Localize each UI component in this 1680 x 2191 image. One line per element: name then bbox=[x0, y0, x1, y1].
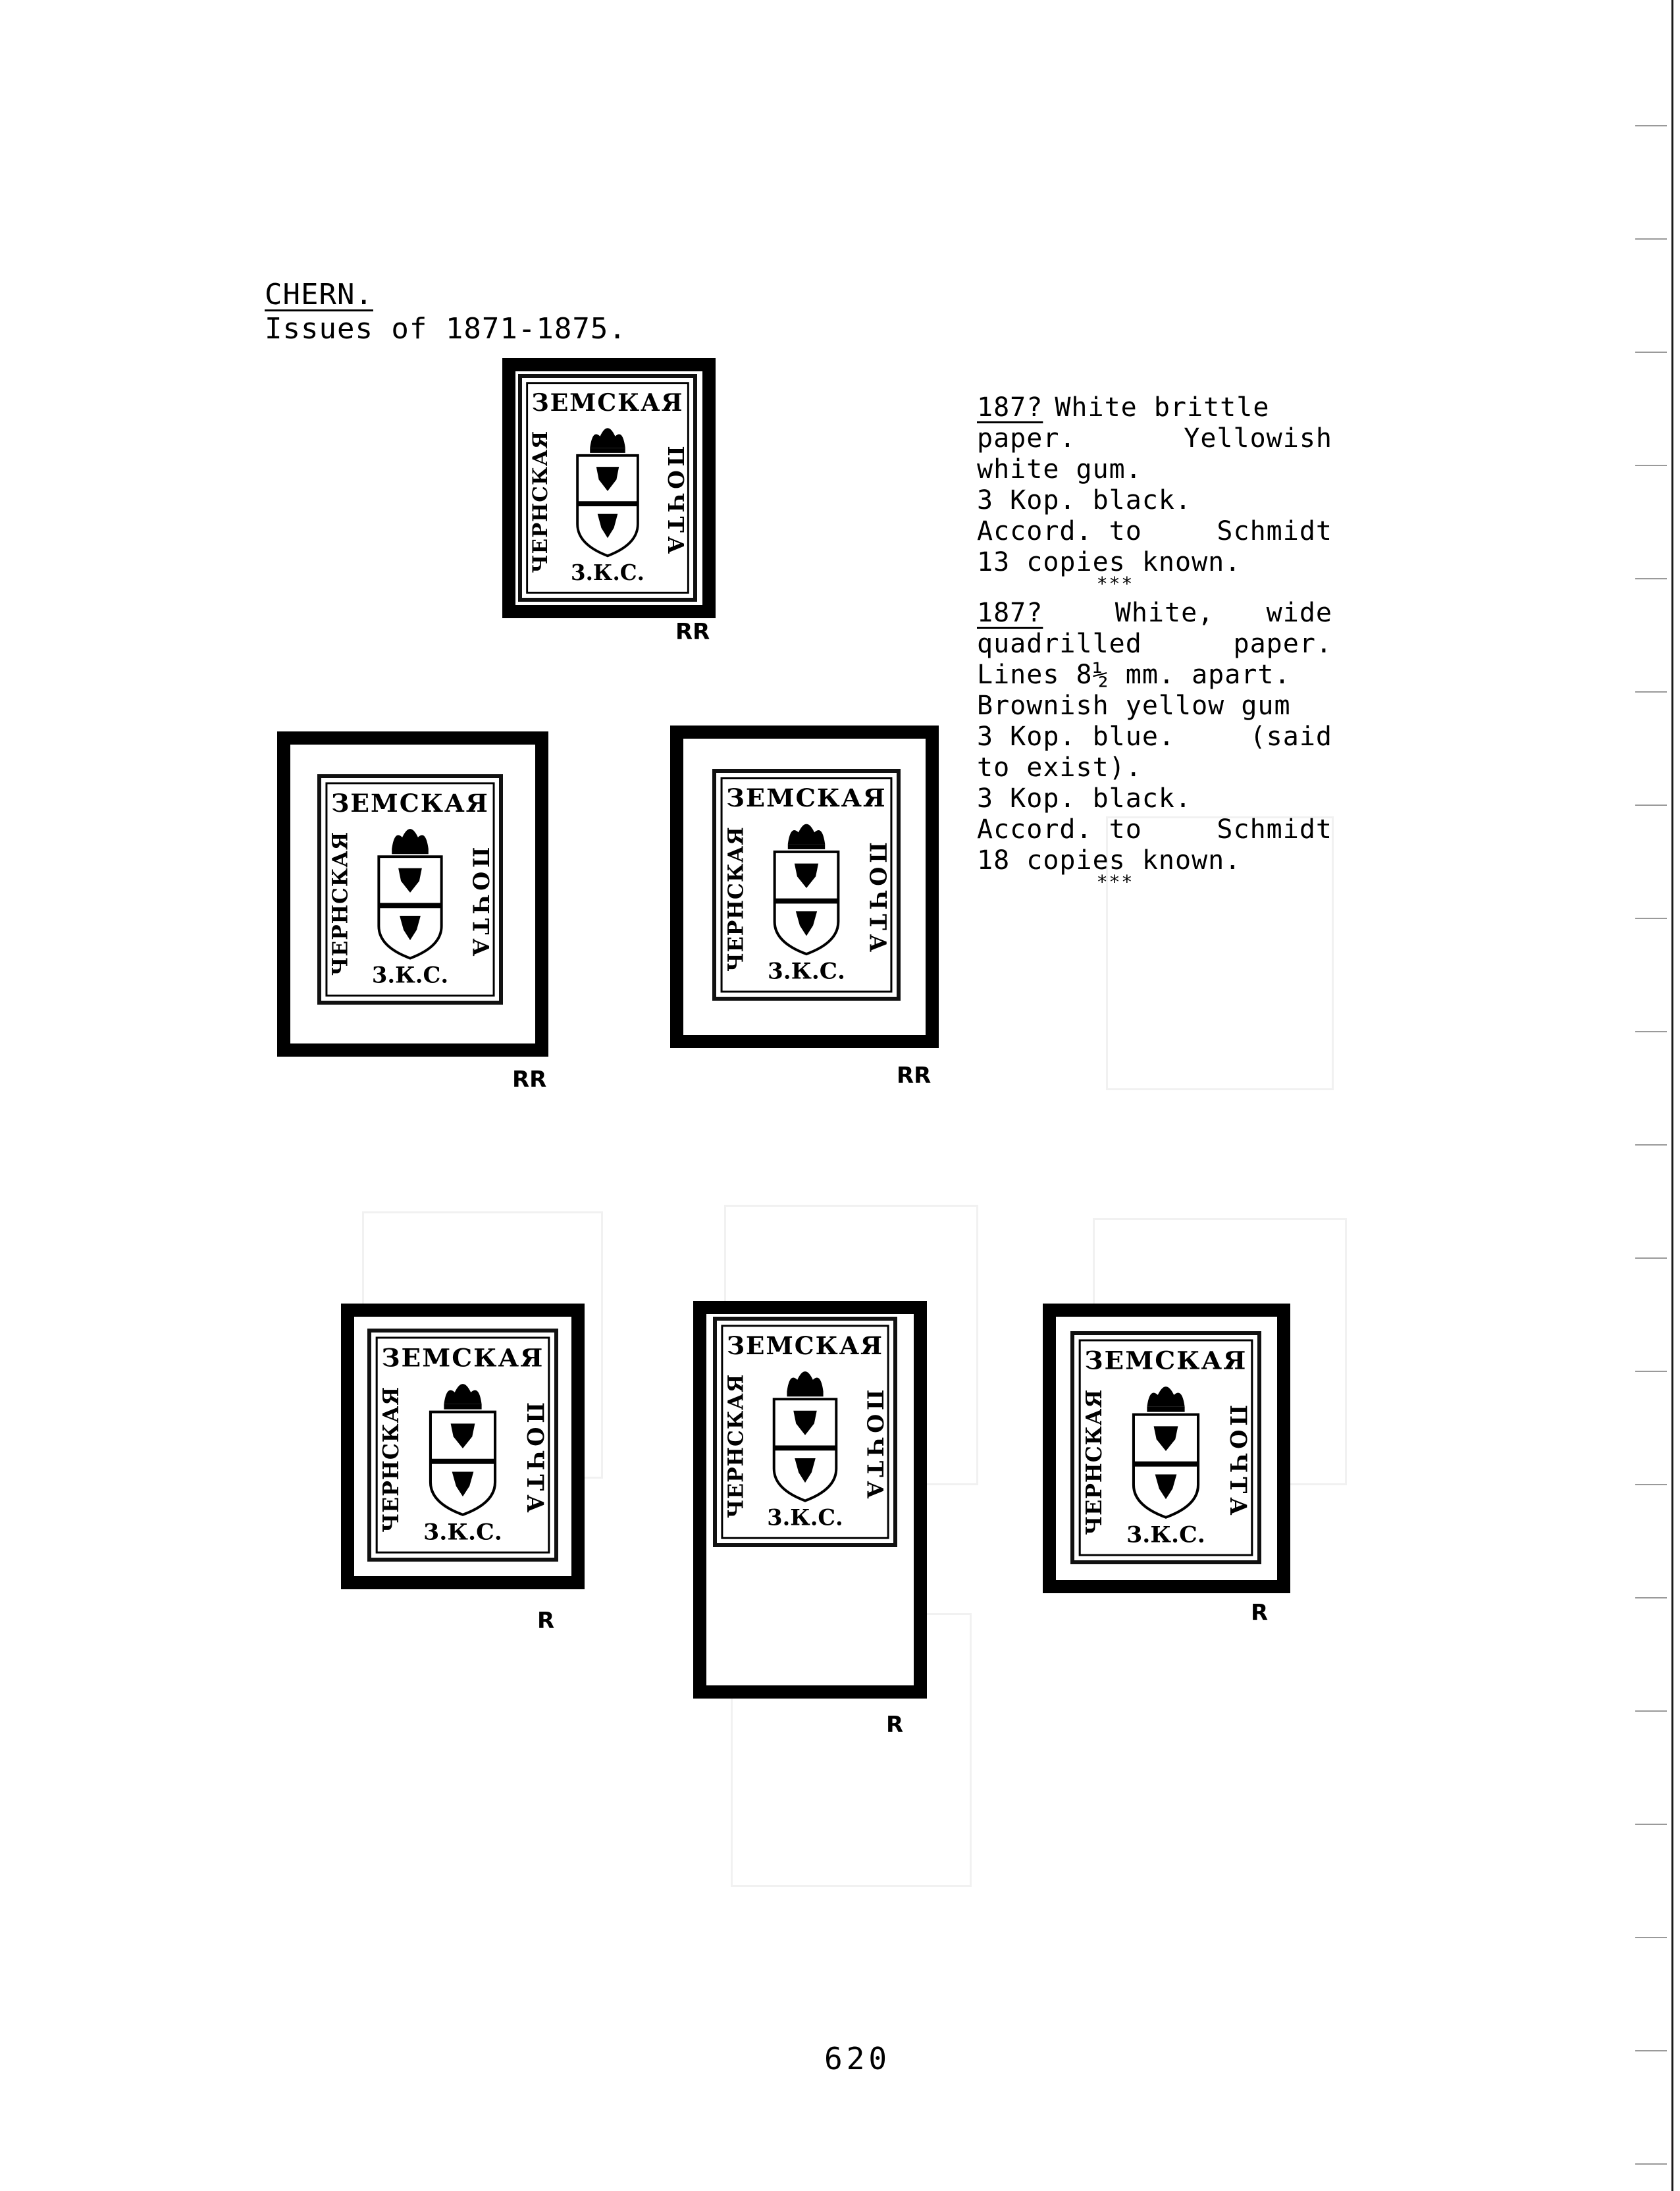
note-line bbox=[977, 752, 1332, 783]
stamp-illustration bbox=[371, 1333, 554, 1558]
crown-icon bbox=[392, 829, 429, 849]
note-text: Brownish yellow gum bbox=[977, 691, 1291, 721]
stamp-right-text: ПОЧТА bbox=[467, 847, 494, 961]
crown-base bbox=[590, 448, 625, 453]
stamp-top-text: ЗЕМСКАЯ bbox=[726, 1331, 884, 1360]
crown-icon bbox=[787, 1371, 823, 1391]
rarity-label: RR bbox=[512, 1067, 547, 1093]
stamp-value-text: 3.К.С. bbox=[371, 962, 449, 988]
margin-tick bbox=[1635, 352, 1667, 353]
shield-bar bbox=[577, 501, 638, 506]
margin-tick bbox=[1635, 1144, 1667, 1146]
crown-base bbox=[392, 849, 429, 854]
margin-tick bbox=[1635, 125, 1667, 126]
note-text: (said bbox=[1249, 722, 1332, 752]
crown-icon bbox=[1147, 1386, 1184, 1407]
crown-icon bbox=[444, 1384, 481, 1404]
margin-tick bbox=[1635, 805, 1667, 806]
note-line bbox=[977, 598, 1332, 629]
stamp-image-3 bbox=[712, 769, 901, 1001]
note-text: 3 Kop. black. bbox=[977, 485, 1192, 515]
margin-tick bbox=[1635, 2163, 1667, 2165]
margin-tick bbox=[1635, 918, 1667, 919]
crown-icon bbox=[788, 824, 825, 844]
crown-icon bbox=[590, 428, 625, 448]
note-text: 3 Kop. black. bbox=[977, 783, 1192, 814]
stamp-illustration bbox=[321, 778, 499, 1001]
section-subtitle: Issues of 1871-1875. bbox=[265, 312, 627, 346]
stamp-left-text: ЧЕРНСКАЯ bbox=[378, 1386, 404, 1533]
margin-tick bbox=[1635, 238, 1667, 240]
stamp-top-text: ЗЕМСКАЯ bbox=[531, 388, 684, 417]
stamp-value-text: 3.К.С. bbox=[1126, 1521, 1205, 1548]
margin-tick bbox=[1635, 691, 1667, 693]
note-line bbox=[977, 547, 1332, 578]
stamp-image-4 bbox=[367, 1329, 558, 1562]
stamp-left-text: ЧЕРНСКАЯ bbox=[529, 430, 553, 573]
margin-tick bbox=[1635, 2050, 1667, 2051]
note-text: to exist). bbox=[977, 752, 1142, 783]
stamp-right-text: ПОЧТА bbox=[864, 842, 892, 956]
stamp-value-text: 3.К.С. bbox=[571, 559, 644, 586]
stamp-illustration bbox=[717, 1321, 893, 1543]
note-text: Accord. to bbox=[977, 814, 1142, 845]
note-text: White, bbox=[1115, 598, 1215, 628]
stamp-illustration bbox=[522, 378, 693, 598]
note-line bbox=[977, 516, 1332, 547]
note-text: Lines 8½ mm. apart. bbox=[977, 660, 1291, 690]
note-text: paper. bbox=[977, 423, 1076, 454]
margin-tick bbox=[1635, 1484, 1667, 1485]
note-text: Accord. to bbox=[977, 516, 1142, 546]
stamp-right-text: ПОЧТА bbox=[662, 446, 689, 558]
stamp-top-text: ЗЕМСКАЯ bbox=[1084, 1346, 1247, 1376]
margin-tick bbox=[1635, 1937, 1667, 1938]
note-line bbox=[977, 629, 1332, 660]
note-line bbox=[977, 814, 1332, 845]
stamp-top-text: ЗЕМСКАЯ bbox=[381, 1343, 544, 1373]
margin-tick bbox=[1635, 465, 1667, 466]
margin-tick bbox=[1635, 1597, 1667, 1598]
note-line bbox=[977, 660, 1332, 691]
stamp-right-text: ПОЧТА bbox=[521, 1402, 548, 1517]
margin-tick bbox=[1635, 1371, 1667, 1372]
margin-tick bbox=[1635, 1824, 1667, 1825]
issue-year: 187? bbox=[977, 598, 1043, 628]
page-number: 620 bbox=[824, 2041, 891, 2076]
shield-bar bbox=[774, 1446, 837, 1451]
shield-bar bbox=[431, 1459, 495, 1464]
note-text: wide bbox=[1266, 598, 1332, 628]
stamp-top-text: ЗЕМСКАЯ bbox=[726, 783, 887, 812]
rarity-label: RR bbox=[897, 1063, 932, 1089]
margin-tick bbox=[1635, 578, 1667, 579]
note-line bbox=[977, 454, 1332, 485]
stamp-value-text: 3.К.С. bbox=[767, 957, 846, 984]
note-text: white gum. bbox=[977, 454, 1142, 485]
margin-tick bbox=[1635, 1710, 1667, 1712]
note-text: Schmidt bbox=[1217, 814, 1332, 845]
stamp-left-text: ЧЕРНСКАЯ bbox=[1081, 1388, 1107, 1535]
stamp-image-1 bbox=[518, 374, 697, 602]
rarity-label: R bbox=[886, 1712, 904, 1738]
stamp-left-text: ЧЕРНСКАЯ bbox=[724, 1373, 748, 1519]
section-title: CHERN. bbox=[265, 278, 373, 311]
stamp-image-6 bbox=[1070, 1331, 1261, 1564]
stamp-image-5 bbox=[713, 1317, 897, 1547]
crown-base bbox=[1147, 1407, 1184, 1412]
note-text: 18 copies known. bbox=[977, 845, 1242, 876]
note-text: 3 Kop. blue. bbox=[977, 722, 1175, 752]
stamp-illustration bbox=[716, 773, 897, 997]
issue-year: 187? bbox=[977, 392, 1043, 423]
note-line bbox=[977, 722, 1332, 752]
margin-tick bbox=[1635, 1257, 1667, 1259]
rarity-label: RR bbox=[675, 619, 710, 645]
note-text: 13 copies known. bbox=[977, 547, 1242, 577]
crown-base bbox=[444, 1404, 481, 1410]
stamp-left-text: ЧЕРНСКАЯ bbox=[722, 826, 748, 972]
stamp-top-text: ЗЕМСКАЯ bbox=[331, 789, 489, 818]
rarity-label: R bbox=[1251, 1600, 1269, 1626]
page-heading bbox=[265, 278, 627, 346]
margin-tick bbox=[1635, 1031, 1667, 1032]
shield-bar bbox=[379, 903, 441, 909]
note-text: paper. bbox=[1233, 629, 1332, 659]
stamp-value-text: 3.К.С. bbox=[423, 1519, 502, 1546]
crown-base bbox=[788, 844, 825, 849]
note-text: Yellowish bbox=[1184, 423, 1332, 454]
stamp-right-text: ПОЧТА bbox=[862, 1389, 888, 1503]
shield-bar bbox=[1134, 1462, 1198, 1467]
separator-stars: *** bbox=[1096, 573, 1134, 594]
note-line bbox=[977, 845, 1332, 876]
note-line bbox=[977, 485, 1332, 516]
note-line bbox=[977, 423, 1332, 454]
note-line bbox=[977, 392, 1332, 423]
shield-bar bbox=[775, 899, 839, 904]
crown-base bbox=[787, 1391, 823, 1396]
stamp-right-text: ПОЧТА bbox=[1224, 1404, 1251, 1519]
note-line bbox=[977, 691, 1332, 722]
rarity-label: R bbox=[537, 1608, 555, 1634]
note-text: White brittle bbox=[1055, 392, 1270, 423]
stamp-value-text: 3.К.С. bbox=[767, 1504, 843, 1531]
note-text: quadrilled bbox=[977, 629, 1142, 659]
note-line bbox=[977, 783, 1332, 814]
note-text: Schmidt bbox=[1217, 516, 1332, 546]
separator-stars: *** bbox=[1096, 871, 1134, 893]
catalogue-notes bbox=[977, 392, 1332, 896]
stamp-illustration bbox=[1074, 1335, 1257, 1560]
stamp-left-text: ЧЕРНСКАЯ bbox=[328, 831, 353, 976]
page-binding-edge bbox=[1671, 0, 1680, 2191]
stamp-image-2 bbox=[317, 774, 503, 1005]
